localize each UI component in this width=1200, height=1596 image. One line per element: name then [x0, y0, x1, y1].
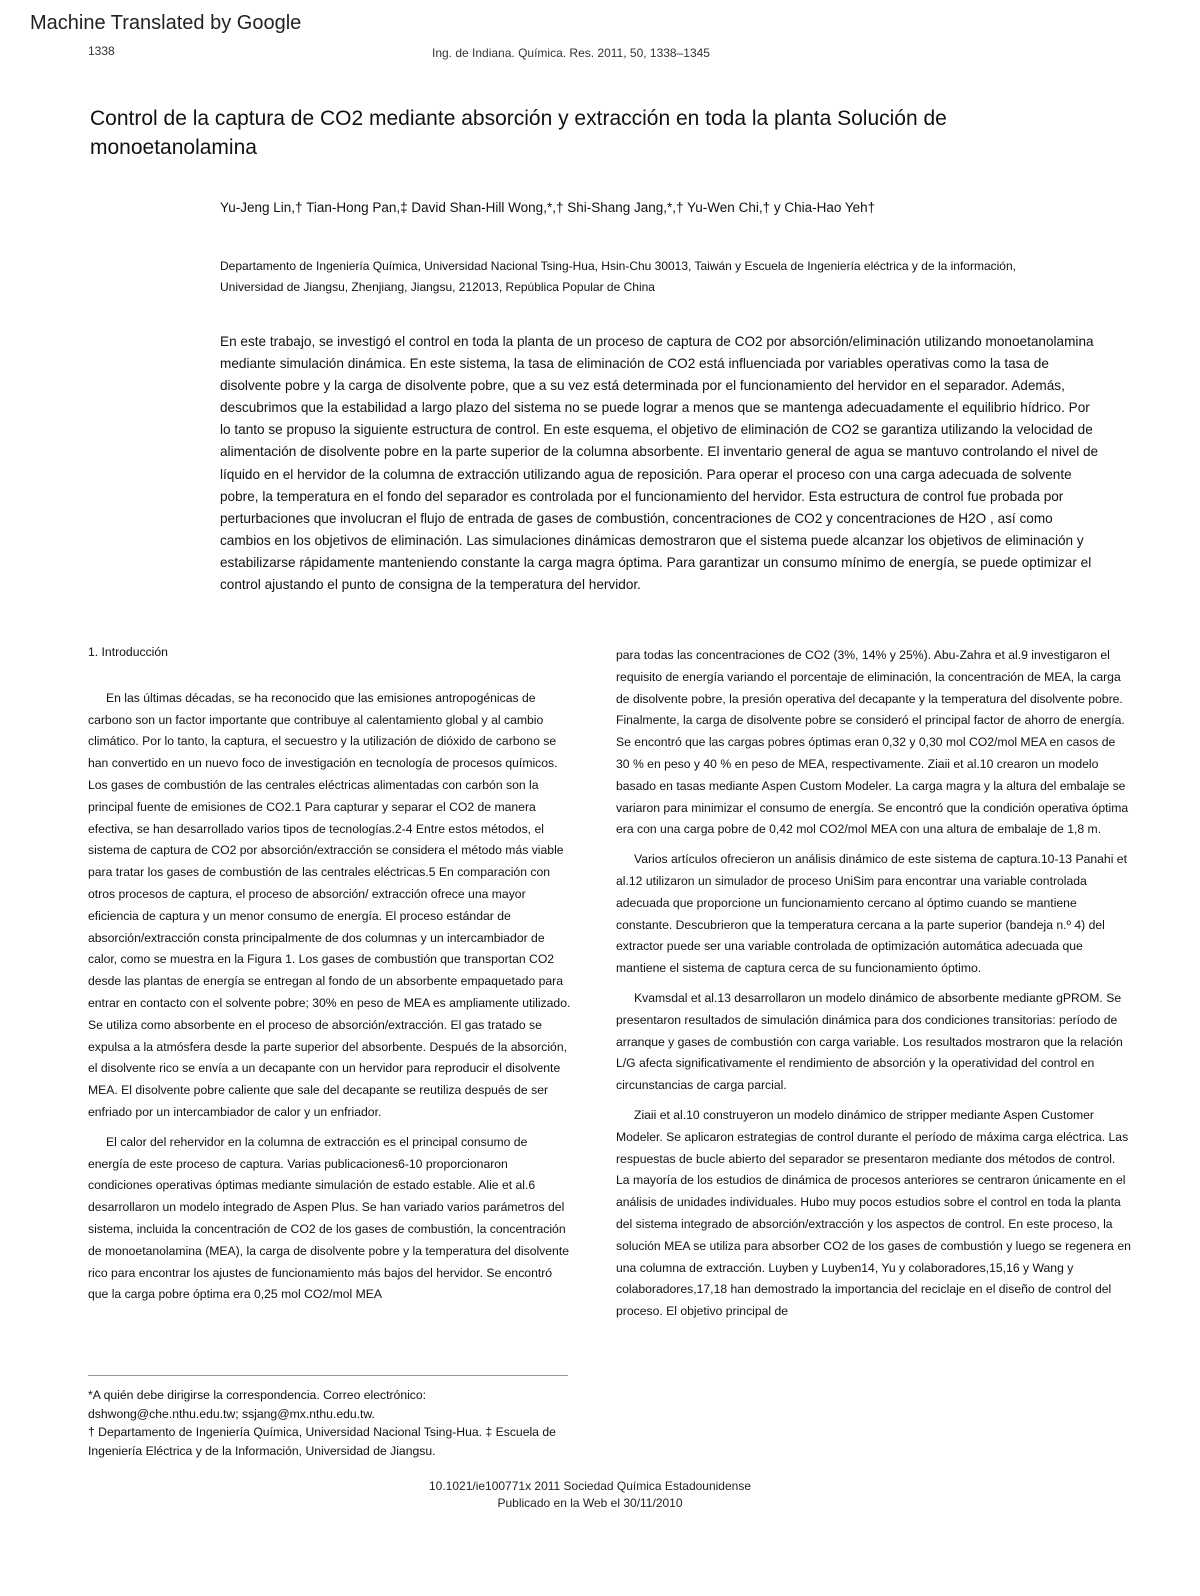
journal-citation: Ing. de Indiana. Química. Res. 2011, 50, 1338–1345 [432, 46, 710, 60]
paragraph: Varios artículos ofrecieron un análisis dinámico de este sistema de captura.10-13 Panahi et al.12 utilizaron un simulador de proceso UniSim para encontrar una variable controlada adecuada que proporcione un funcionamiento cercano al óptimo cuando se mantiene constante. Descubrieron que la temperatura cercana a la parte superior (bandeja n.º 4) del extractor puede ser una variable controlada de optimización automática adecuada que mantiene el sistema de captura cerca de su funcionamiento óptimo. [616, 852, 1127, 976]
paragraph: Kvamsdal et al.13 desarrollaron un modelo dinámico de absorbente mediante gPROM. Se presentaron resultados de simulación dinámica para dos condiciones transitorias: período de arranque y gases de combustión con carga variable. Los resultados mostraron que la relación L/G afecta significativamente el rendimiento de absorción y la operatividad del control en circunstancias de carga parcial. [616, 990, 1123, 1093]
right-column [616, 645, 1132, 1323]
abstract: En este trabajo, se investigó el control en toda la planta de un proceso de captura de CO2 por absorción/eliminación utilizando monoetanolamina mediante simulación dinámica. En este sistema, la tasa de eliminación de CO2 está influenciada por variables operativas como la tasa de disolvente pobre y la carga de disolvente pobre, que a su vez está determinada por el funcionamiento del hervidor en el separador. Además, descubrimos que la estabilidad a largo plazo del sistema no se puede lograr a menos que se mantenga adecuadamente el equilibrio hídrico. Por lo tanto se propuso la siguiente estructura de control. En este esquema, el objetivo de eliminación de CO2 se garantiza utilizando la velocidad de alimentación de disolvente pobre en la parte superior de la columna absorbente. El inventario general de agua se mantuvo controlando el nivel de líquido en el hervidor de la columna de extracción utilizando agua de reposición. Para operar el proceso con una carga adecuada de solvente pobre, la temperatura en el fondo del separador es controlada por el funcionamiento del hervidor. Esta estructura de control fue probada por perturbaciones que involucran el flujo de entrada de gases de combustión, concentraciones de CO2 y concentraciones de H2O , así como cambios en los objetivos de eliminación. Las simulaciones dinámicas demostraron que el sistema puede alcanzar los objetivos de eliminación y estabilizarse rápidamente manteniendo constante la carga magra óptima. Para garantizar un consumo mínimo de energía, se puede optimizar el control ajustando el punto de consigna de la temperatura del hervidor. [220, 334, 1099, 593]
paragraph: Ziaii et al.10 construyeron un modelo dinámico de stripper mediante Aspen Customer Modeler. Se aplicaron estrategias de control durante el período de máxima carga eléctrica. Las respuestas de bucle abierto del separador se presentaron mediante dos métodos de control. La mayoría de los estudios de dinámica de procesos anteriores se centraron únicamente en el análisis de unidades individuales. Hubo muy pocos estudios sobre el control en toda la planta del sistema integrado de absorción/extracción y los aspectos de control. En este proceso, la solución MEA se utiliza para absorber CO2 de los gases de combustión y luego se regenera en una columna de extracción. Luyben y Luyben14, Yu y colaboradores,15,16 y Wang y colaboradores,17,18 han demostrado la importancia del reciclaje en el diseño de control del proceso. El objetivo principal de [616, 1107, 1131, 1319]
footnote-affiliations: † Departamento de Ingeniería Química, Universidad Nacional Tsing-Hua. ‡ Escuela de Ingeniería Eléctrica y de la Información, Universidad de Jiangsu. [88, 1425, 556, 1458]
paper-title: Control de la captura de CO2 mediante absorción y extracción en toda la planta Solución de monoetanolamina [90, 107, 947, 159]
footnote-divider [88, 1375, 568, 1376]
paragraph: El calor del rehervidor en la columna de extracción es el principal consumo de energía de este proceso de captura. Varias publicaciones6-10 proporcionaron condiciones operativas óptimas mediante simulación de estado estable. Alie et al.6 desarrollaron un modelo integrado de Aspen Plus. Se han variado varios parámetros del sistema, incluida la concentración de CO2 de los gases de combustión, la concentración de monoetanolamina (MEA), la carga de disolvente pobre y la temperatura del disolvente rico para encontrar los ajustes de funcionamiento más bajos del hervidor. Se encontró que la carga pobre óptima era 0,25 mol CO2/mol MEA [88, 1134, 570, 1302]
affiliations: Departamento de Ingeniería Química, Universidad Nacional Tsing-Hua, Hsin-Chu 30013, Taiwán y Escuela de Ingeniería eléctrica y de la información, Universidad de Jiangsu, Zhenjiang, Jiangsu, 212013, República Popular de China [220, 259, 1016, 294]
footnote-correspondence: *A quién debe dirigirse la correspondencia. Correo electrónico: dshwong@che.nthu.edu.tw; ssjang@mx.nthu.edu.tw. [88, 1388, 427, 1421]
paragraph: para todas las concentraciones de CO2 (3%, 14% y 25%). Abu-Zahra et al.9 investigaron el requisito de energía variando el porcentaje de eliminación, la concentración de MEA, la carga de disolvente pobre, la presión operativa del decapante y la temperatura del disolvente pobre. Finalmente, la carga de disolvente pobre se consideró el principal factor de ahorro de energía. Se encontró que las cargas pobres óptimas eran 0,32 y 0,30 mol CO2/mol MEA en casos de 30 % en peso y 40 % en peso de MEA, respectivamente. Ziaii et al.10 crearon un modelo basado en tasas mediante Aspen Custom Modeler. La carga magra y la altura del embalaje se variaron para minimizar el consumo de energía. Se encontró que la condición operativa óptima era con una carga pobre de 0,42 mol CO2/mol MEA con una altura de embalaje de 1,8 m. [616, 648, 1129, 837]
page-footer [360, 1478, 820, 1512]
section-heading: 1. Introducción [88, 645, 168, 659]
paragraph: En las últimas décadas, se ha reconocido que las emisiones antropogénicas de carbono son un factor importante que contribuye al calentamiento global y al cambio climático. Por lo tanto, la captura, el secuestro y la utilización de dióxido de carbono se han convertido en un nuevo foco de investigación en tecnología de procesos químicos. Los gases de combustión de las centrales eléctricas alimentadas con carbón son la principal fuente de emisiones de CO2.1 Para capturar y separar el CO2 de manera efectiva, se han desarrollado varios tipos de tecnologías.2-4 Entre estos métodos, el sistema de captura de CO2 por absorción/extracción se considera el método más viable para tratar los gases de combustión de las centrales eléctricas.5 En comparación con otros procesos de captura, el proceso de absorción/ extracción ofrece una mayor eficiencia de captura y un menor consumo de energía. El proceso estándar de absorción/extracción consta principalmente de dos columnas y un intercambiador de calor, como se muestra en la Figura 1. Los gases de combustión que transportan CO2 desde las plantas de energía se entregan al fondo de un absorbente empaquetado para entrar en contacto con el solvente pobre; 30% en peso de MEA es ampliamente utilizado. Se utiliza como absorbente en el proceso de absorción/extracción. El gas tratado se expulsa a la atmósfera desde la parte superior del absorbente. Después de la absorción, el disolvente rico se envía a un decapante con un hervidor para reproducir el disolvente MEA. El disolvente pobre caliente que sale del decapante se reutiliza después de ser enfriado por un intercambiador de calor y un enfriador. [88, 690, 571, 1119]
left-column [88, 642, 572, 1306]
doi-line: 10.1021/ie100771x 2011 Sociedad Química Estadounidense [428, 1479, 752, 1493]
machine-translated-banner: Machine Translated by Google [30, 12, 302, 34]
footnotes [88, 1386, 578, 1460]
publication-date: Publicado en la Web el 30/11/2010 [497, 1496, 683, 1510]
author-list: Yu-Jeng Lin,† Tian-Hong Pan,‡ David Shan-Hill Wong,*,† Shi-Shang Jang,*,† Yu-Wen Chi,† y Chia-Hao Yeh† [220, 200, 876, 215]
page-number: 1338 [88, 44, 115, 58]
